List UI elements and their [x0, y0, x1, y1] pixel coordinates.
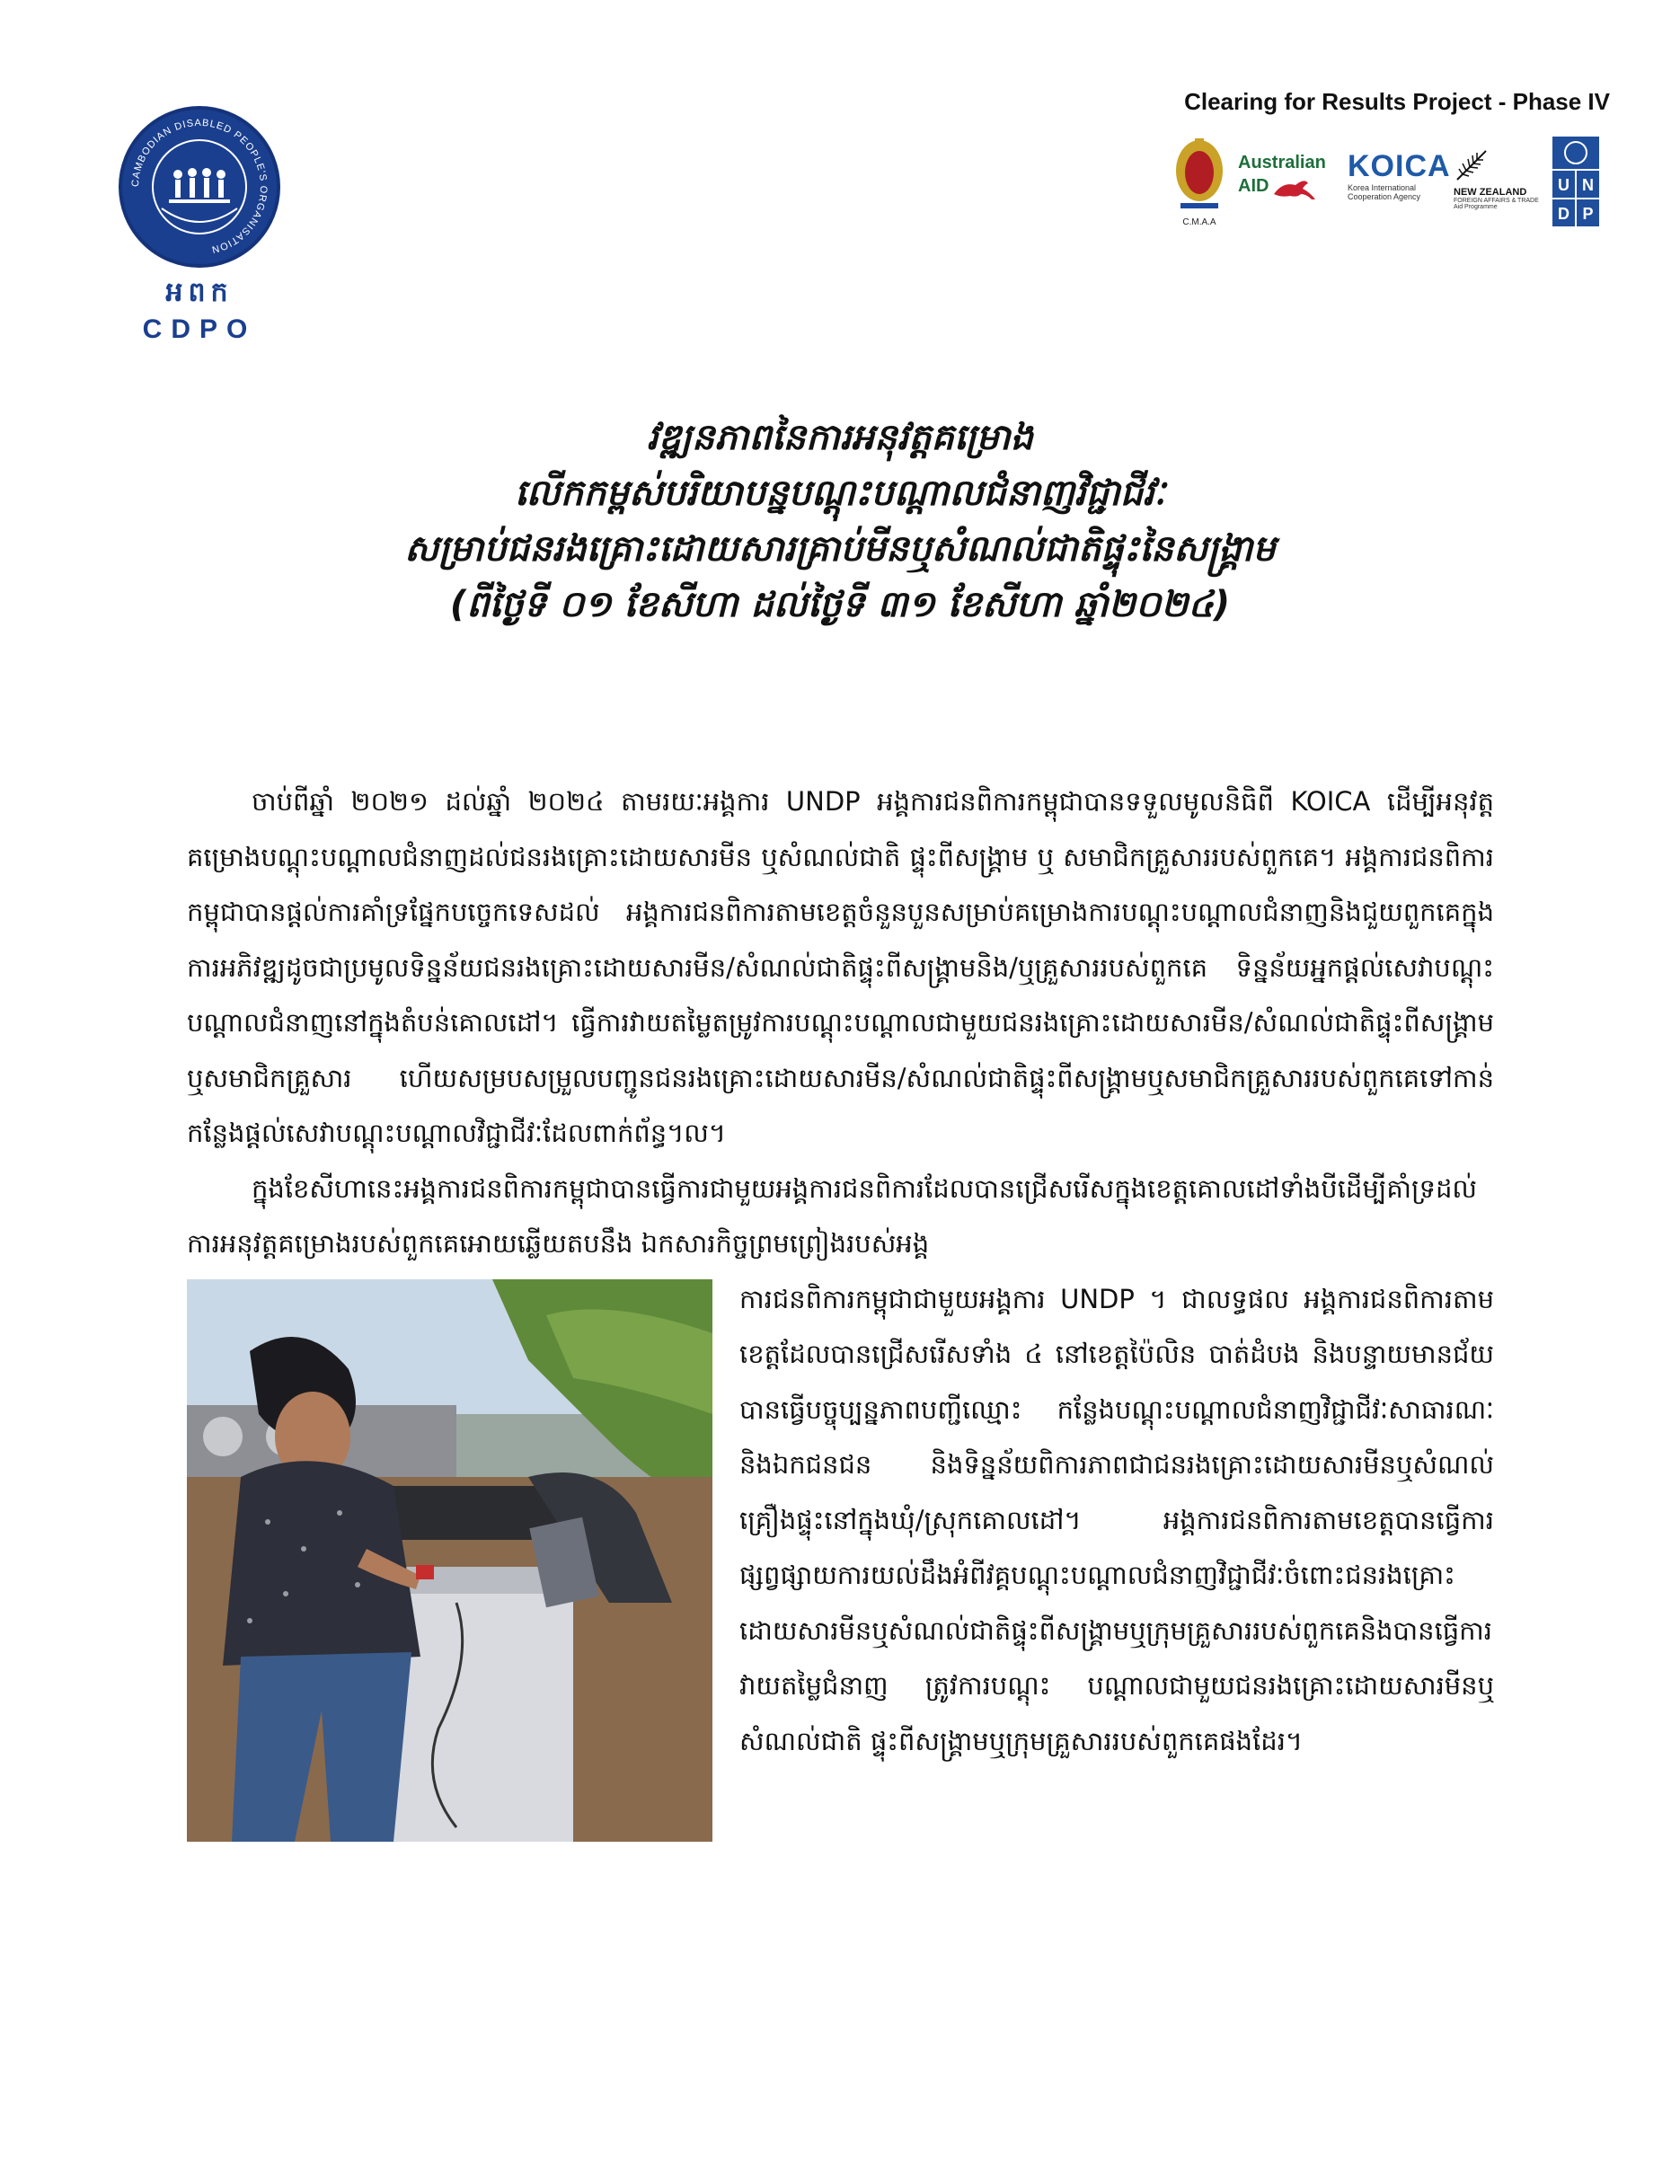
- cdpo-abbr: CDPO: [142, 314, 257, 344]
- koica-text: KOICA: [1348, 149, 1451, 183]
- nz-text: NEW ZEALAND: [1454, 187, 1527, 198]
- title-line-1: វឌ្ឍនភាពនៃការអនុវត្តគម្រោង: [646, 417, 1034, 458]
- fern-icon: [1454, 147, 1490, 183]
- title-line-3: សម្រាប់ជនរងគ្រោះដោយសារគ្រាប់មីនឬសំណល់ជាតិផ្ទុះនៃសង្គ្រាម: [404, 528, 1276, 570]
- paragraph-2-rest: ការជនពិការកម្ពុជាជាមួយអង្គការ UNDP ។ ជាលទ្ធផល អង្គការជនពិការតាមខេត្តដែលបានជ្រើសរើសទាំង ៤ នៅខេត្តប៉ៃលិន បាត់ដំបង និងបន្ទាយមានជ័យ បានធ្វើបច្ចុប្បន្នភាពបញ្ជីឈ្មោះ កន្លែងបណ្តុះបណ្តាលជំនាញវិជ្ជាជីវៈសាធារណៈនិងឯកជនជន និងទិន្នន័យពិការភាពជាជនរងគ្រោះដោយសារមីនឬសំណល់ គ្រឿងផ្ទុះនៅក្នុងឃុំ/ស្រុកគោលដៅ។ អង្គការជនពិការតាមខេត្តបានធ្វើការផ្សព្វផ្សាយការយល់ដឹងអំពីវគ្គបណ្តុះបណ្តាលជំនាញវិជ្ជាជីវៈចំពោះជនរងគ្រោះដោយសារមីនឬសំណល់ជាតិផ្ទុះពីសង្គ្រាមឬក្រុមគ្រួសាររបស់ពួកគេនិងបានធ្វើការវាយតម្លៃជំនាញ ត្រូវការបណ្តុះ បណ្តាលជាមួយជនរងគ្រោះដោយសារមីនឬ សំណល់ជាតិ ផ្ទុះពីសង្គ្រាមឬក្រុមគ្រួសាររបស់ពួកគេផងដែរ។: [739, 1283, 1494, 1756]
- australian-aid-logo: [1238, 153, 1344, 207]
- repair-photo: [187, 1279, 712, 1842]
- cdpo-ring-text: CAMBODIAN DISABLED PEOPLE'S ORGANISATION: [129, 117, 270, 255]
- svg-text:D: D: [1558, 205, 1569, 223]
- aus-line2: AID: [1238, 175, 1269, 196]
- svg-text:P: P: [1582, 205, 1594, 223]
- royal-emblem-icon: [1168, 135, 1231, 232]
- photo-block: [187, 1279, 712, 1845]
- title-line-4: (ពីថ្ងៃទី ០១ ខែសីហា ដល់ថ្ងៃទី ៣១ ខែសីហា ឆ្នាំ២០២៤): [449, 584, 1231, 625]
- cmaa-caption: C.M.A.A: [1182, 217, 1216, 227]
- koica-logo: [1348, 149, 1451, 212]
- svg-text:U: U: [1558, 176, 1569, 194]
- aus-line1: Australian: [1238, 153, 1326, 172]
- partner-logos: [1168, 135, 1617, 234]
- cdpo-khmer-abbr: អពក: [165, 277, 234, 308]
- cdpo-ring-svg: [122, 110, 277, 264]
- new-zealand-logo: [1454, 147, 1543, 214]
- title-line-2: លើកកម្ពស់បរិយាបន្នបណ្តុះបណ្តាលជំនាញវិជ្ជាជីវៈ: [514, 473, 1166, 514]
- report-titles: [0, 410, 1680, 632]
- paragraph-2-intro: ក្នុងខែសីហានេះអង្គការជនពិការកម្ពុជាបានធ្វើការជាមួយអង្គការជនពិការដែលបានជ្រើសរើសក្នុងខេត្តគោលដៅទាំងបីដើម្បីគាំទ្រដល់ការអនុវត្តគម្រោងរបស់ពួកគេអោយឆ្លើយតបនឹង ឯកសារកិច្ចព្រមព្រៀងរបស់អង្គ: [187, 1172, 1478, 1259]
- koica-caption: Korea International Cooperation Agency: [1348, 183, 1421, 201]
- cdpo-logo: [119, 106, 280, 345]
- paragraph-1: ចាប់ពីឆ្នាំ ២០២១ ដល់ឆ្នាំ ២០២៤ តាមរយៈអង្គការ UNDP អង្គការជនពិការកម្ពុជាបានទទួលមូលនិធិពី KOICA ដើម្បីអនុវត្តគម្រោងបណ្តុះបណ្តាលជំនាញដល់ជនរងគ្រោះដោយសារមីន ឬសំណល់ជាតិ ផ្ទុះពីសង្គ្រាម ឬ សមាជិកគ្រួសាររបស់ពួកគេ។ អង្គការជនពិការកម្ពុជាបានផ្តល់ការគាំទ្រផ្នែកបច្ចេកទេសដល់ អង្គការជនពិការតាមខេត្តចំនួនបួនសម្រាប់គម្រោងការបណ្តុះបណ្តាលជំនាញនិងជួយពួកគេក្នុងការអភិវឌ្ឍដូចជាប្រមូលទិន្នន័យជនរងគ្រោះដោយសារមីន/សំណល់ជាតិផ្ទុះពីសង្គ្រាមនិង/ឬគ្រួសាររបស់ពួកគេ ទិន្នន័យអ្នកផ្តល់សេវាបណ្តុះបណ្តាលជំនាញនៅក្នុងតំបន់គោលដៅ។ ធ្វើការវាយតម្លៃតម្រូវការបណ្តុះបណ្តាលជាមួយជនរងគ្រោះដោយសារមីន/សំណល់ជាតិផ្ទុះពីសង្គ្រាម ឬសមាជិកគ្រួសារ ហើយសម្របសម្រួលបញ្ជូនជនរងគ្រោះដោយសារមីន/សំណល់ជាតិផ្ទុះពីសង្គ្រាមឬសមាជិកគ្រួសាររបស់ពួកគេទៅកាន់កន្លែងផ្តល់សេវាបណ្តុះបណ្តាលវិជ្ជាជីវៈដែលពាក់ព័ន្ធ។ល។: [187, 786, 1494, 1148]
- svg-text:N: N: [1582, 176, 1594, 194]
- cdpo-emblem-icon: [119, 106, 280, 268]
- kangaroo-icon: [1269, 172, 1321, 199]
- nz-caption: FOREIGN AFFAIRS & TRADE Aid Programme: [1454, 198, 1539, 210]
- project-title: Clearing for Results Project - Phase IV: [1184, 88, 1610, 115]
- undp-logo: [1551, 135, 1601, 228]
- report-body: [187, 774, 1494, 1845]
